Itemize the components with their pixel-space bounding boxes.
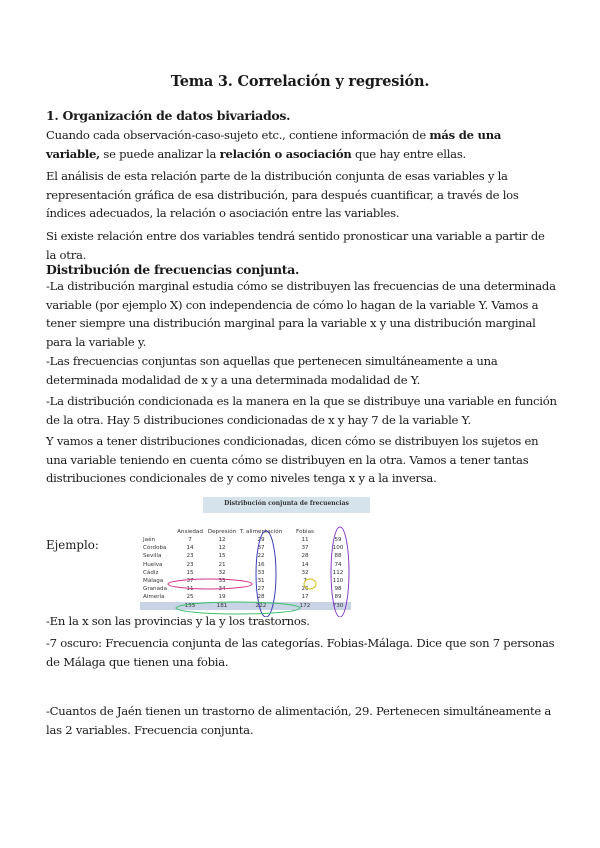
table-cell: 112 (332, 569, 344, 576)
total-cell: 222 (237, 602, 285, 610)
table-cell: 21 (218, 561, 226, 568)
paragraph-marginal: -La distribución marginal estudia cómo se distribuyen las frecuencias de una determinada variable (por ejemplo X) con independencia de cómo lo hagan de la variable Y. Vamos a tener siempre una distribución marginal para la variable x y una distribución marginal para la variable y. (46, 279, 556, 349)
paragraph-condicionada: -La distribución condicionada es la manera en la que se distribuye una variable en función de la otra. Hay 5 distribuciones condicionadas de x y hay 7 de la variable Y. (46, 394, 557, 427)
table-cell: 16 (257, 561, 265, 568)
table-cell: 88 (334, 553, 342, 560)
bold-text-relacion: relación o asociación (219, 146, 352, 161)
table-cell: 7 (303, 578, 307, 585)
pink-row-circle (168, 579, 252, 589)
total-cell: 172 (285, 602, 325, 610)
paragraph-oscuro: -7 oscuro: Frecuencia conjunta de las categorías. Fobias-Málaga. Dice que son 7 personas de Málaga que tienen una fobia. (46, 636, 555, 669)
table-cell: 17 (301, 594, 309, 601)
row-label: Sevilla (143, 553, 162, 560)
table-cell: 37 (186, 578, 194, 585)
table-cell: 59 (334, 537, 342, 544)
paragraph-variables: -En la x son las provincias y la y los trastornos. (46, 614, 310, 628)
table-cell: 26 (301, 586, 309, 593)
blue-column-circle (256, 531, 276, 617)
column-header: Depresión (207, 528, 237, 535)
paragraph-pronostico: Si existe relación entre dos variables tendrá sentido pronosticar una variable a partir de la otra. (46, 229, 545, 262)
paragraph-analisis: El análisis de esta relación parte de la distribución conjunta de esas variables y la representación gráfica de esa distribución, para después cuantificar, a través de los índices adecuados, la relación o asociación entre las variables. (46, 169, 519, 220)
table-cell: 15 (218, 553, 226, 560)
table-cell: 14 (186, 545, 194, 552)
paragraph-conjuntas: -Las frecuencias conjuntas son aquellas que pertenecen simultáneamente a una determinada modalidad de x y a una determinada modalidad de Y. (46, 354, 498, 387)
text-run: se puede analizar la (99, 146, 220, 161)
table-title: Distribución conjunta de frecuencias (224, 500, 349, 507)
table-cell: 23 (186, 561, 194, 568)
document-title: Tema 3. Correlación y regresión. (170, 73, 430, 90)
paragraph-condicionales: Y vamos a tener distribuciones condicionadas, dicen cómo se distribuyen los sujetos en una variable teniendo en cuenta cómo se distribuyen en la otra. Vamos a tener tantas distribuciones condicionales de y como niveles tenga x y a la inversa. (46, 434, 539, 485)
table-cell: 12 (218, 545, 226, 552)
column-header: Ansiedad (177, 528, 203, 535)
row-label: Cádiz (143, 569, 159, 576)
row-label: Córdoba (143, 545, 167, 552)
table-cell: 11 (186, 586, 194, 593)
table-cell: 34 (218, 586, 226, 593)
table-cell: 37 (301, 545, 309, 552)
table-cell: 15 (186, 569, 194, 576)
yellow-cell-circle (304, 579, 316, 589)
row-label: Huelva (143, 561, 163, 568)
table-cell: 11 (301, 537, 309, 544)
table-cell: 100 (332, 545, 344, 552)
table-cell: 23 (186, 553, 194, 560)
table-cell: 7 (188, 537, 192, 544)
row-label: Málaga (143, 578, 164, 585)
total-cell: 155 (173, 602, 207, 610)
total-cell: 181 (207, 602, 237, 610)
section-heading-organizacion: 1. Organización de datos bivariados. (46, 108, 291, 123)
paragraph-intro (46, 126, 558, 163)
table-cell: 74 (334, 561, 342, 568)
table-cell: 37 (257, 545, 265, 552)
table-cell: 27 (257, 586, 265, 593)
table-cell: 29 (257, 537, 265, 544)
row-label: Jaén (143, 537, 156, 544)
total-cell: 730 (325, 602, 351, 610)
table-cell: 89 (334, 594, 342, 601)
table-cell: 28 (257, 594, 265, 601)
example-label: Ejemplo: (46, 538, 99, 552)
bold-text-variables: más de una variable, (46, 128, 502, 161)
row-label: Granada (143, 586, 168, 593)
text-run: Cuando cada observación-caso-sujeto etc., contiene información de (46, 128, 430, 142)
table-cell: 32 (301, 569, 309, 576)
column-header: Fobias (296, 528, 314, 535)
frequency-table-image (140, 497, 370, 617)
text-run: que hay entre ellas. (351, 146, 466, 161)
purple-totals-circle (331, 527, 349, 617)
table-cell: 33 (257, 569, 265, 576)
table-cell: 14 (301, 561, 309, 568)
table-cell: 110 (332, 578, 344, 585)
table-cell: 35 (218, 578, 226, 585)
table-cell: 12 (218, 537, 226, 544)
table-cell: 22 (257, 553, 265, 560)
table-cell: 98 (334, 586, 342, 593)
table-cell: 19 (218, 594, 226, 601)
section-heading-distribucion: Distribución de frecuencias conjunta. (46, 262, 300, 277)
handwritten-annotations (140, 497, 370, 617)
table-cell: 25 (186, 594, 194, 601)
column-header: T. alimentación (239, 528, 283, 535)
table-cell: 28 (301, 553, 309, 560)
row-label: Almería (143, 594, 165, 601)
table-cell: 32 (218, 569, 226, 576)
paragraph-jaen: -Cuantos de Jaén tienen un trastorno de alimentación, 29. Pertenecen simultáneamente a las 2 variables. Frecuencia conjunta. (46, 704, 552, 737)
table-cell: 31 (257, 578, 265, 585)
